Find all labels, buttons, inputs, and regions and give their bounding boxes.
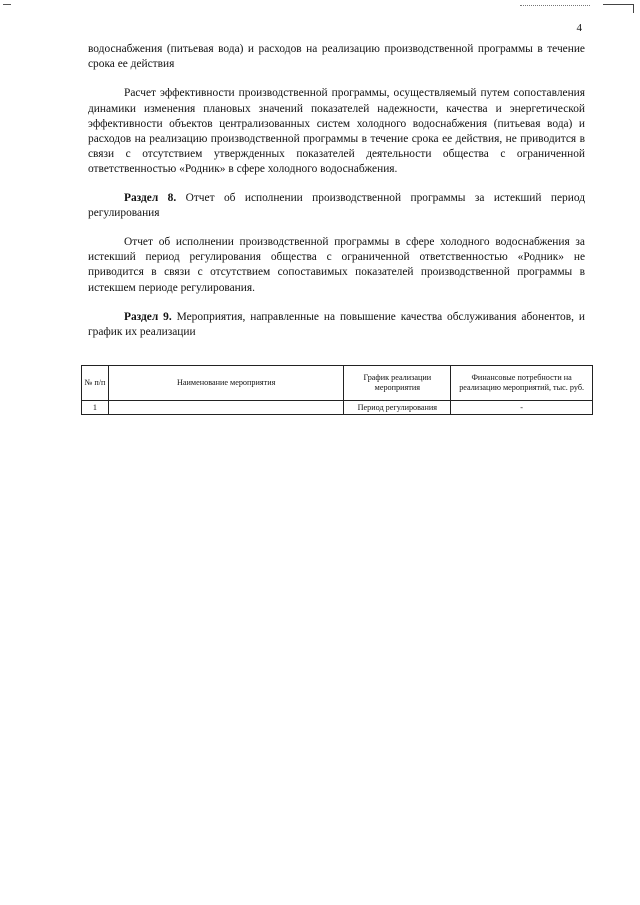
cell-name [108, 401, 343, 415]
cell-finance: - [451, 401, 593, 415]
header-name: Наименование мероприятия [108, 366, 343, 401]
section-9-heading [88, 310, 585, 340]
document-body [88, 42, 585, 340]
cell-num: 1 [82, 401, 109, 415]
section-9-title: Мероприятия, направленные на повышение качества обслуживания абонентов, и график их реализации [88, 310, 585, 339]
section-8-heading [88, 191, 585, 221]
section-8-label: Раздел 8. [124, 191, 177, 204]
scan-corner-mark-right [603, 4, 634, 13]
scan-corner-mark-left [3, 4, 11, 8]
page-number: 4 [576, 22, 582, 34]
section-8-title: Отчет об исполнении производственной программы за истекший период регулирования [88, 191, 585, 219]
table-row [82, 401, 593, 415]
table-header-row [82, 366, 593, 401]
section-9-label: Раздел 9. [124, 310, 172, 323]
header-num: № п/п [82, 366, 109, 401]
header-schedule: График реализации мероприятия [344, 366, 451, 401]
paragraph-continuation: водоснабжения (питьевая вода) и расходов на реализацию производственной программы в течение срока ее действия [88, 43, 585, 71]
paragraph-efficiency-calculation: Расчет эффективности производственной программы, осуществляемый путем сопоставления динамики изменения плановых значений показателей надежности, качества и энергетической эффективности объектов централизованных систем холодного водоснабжения (питьевая вода) и расходов на реализацию производственной программы в течение срока ее действия, не приводится в связи с отсутствием утвержденных показателей деятельности общества с ограниченной ответственностью «Родник» в сфере холодного водоснабжения. [88, 87, 585, 176]
scan-artifact-dots [520, 5, 590, 8]
paragraph-execution-report: Отчет об исполнении производственной программы в сфере холодного водоснабжения за истекший период регулирования общества с ограниченной ответственностью «Родник» не приводится в связи с отсутствием сопоставимых показателей производственной программы в истекшем периоде регулирования. [88, 236, 585, 294]
events-table [81, 365, 593, 415]
cell-schedule: Период регулирования [344, 401, 451, 415]
header-finance: Финансовые потребности на реализацию мероприятий, тыс. руб. [451, 366, 593, 401]
